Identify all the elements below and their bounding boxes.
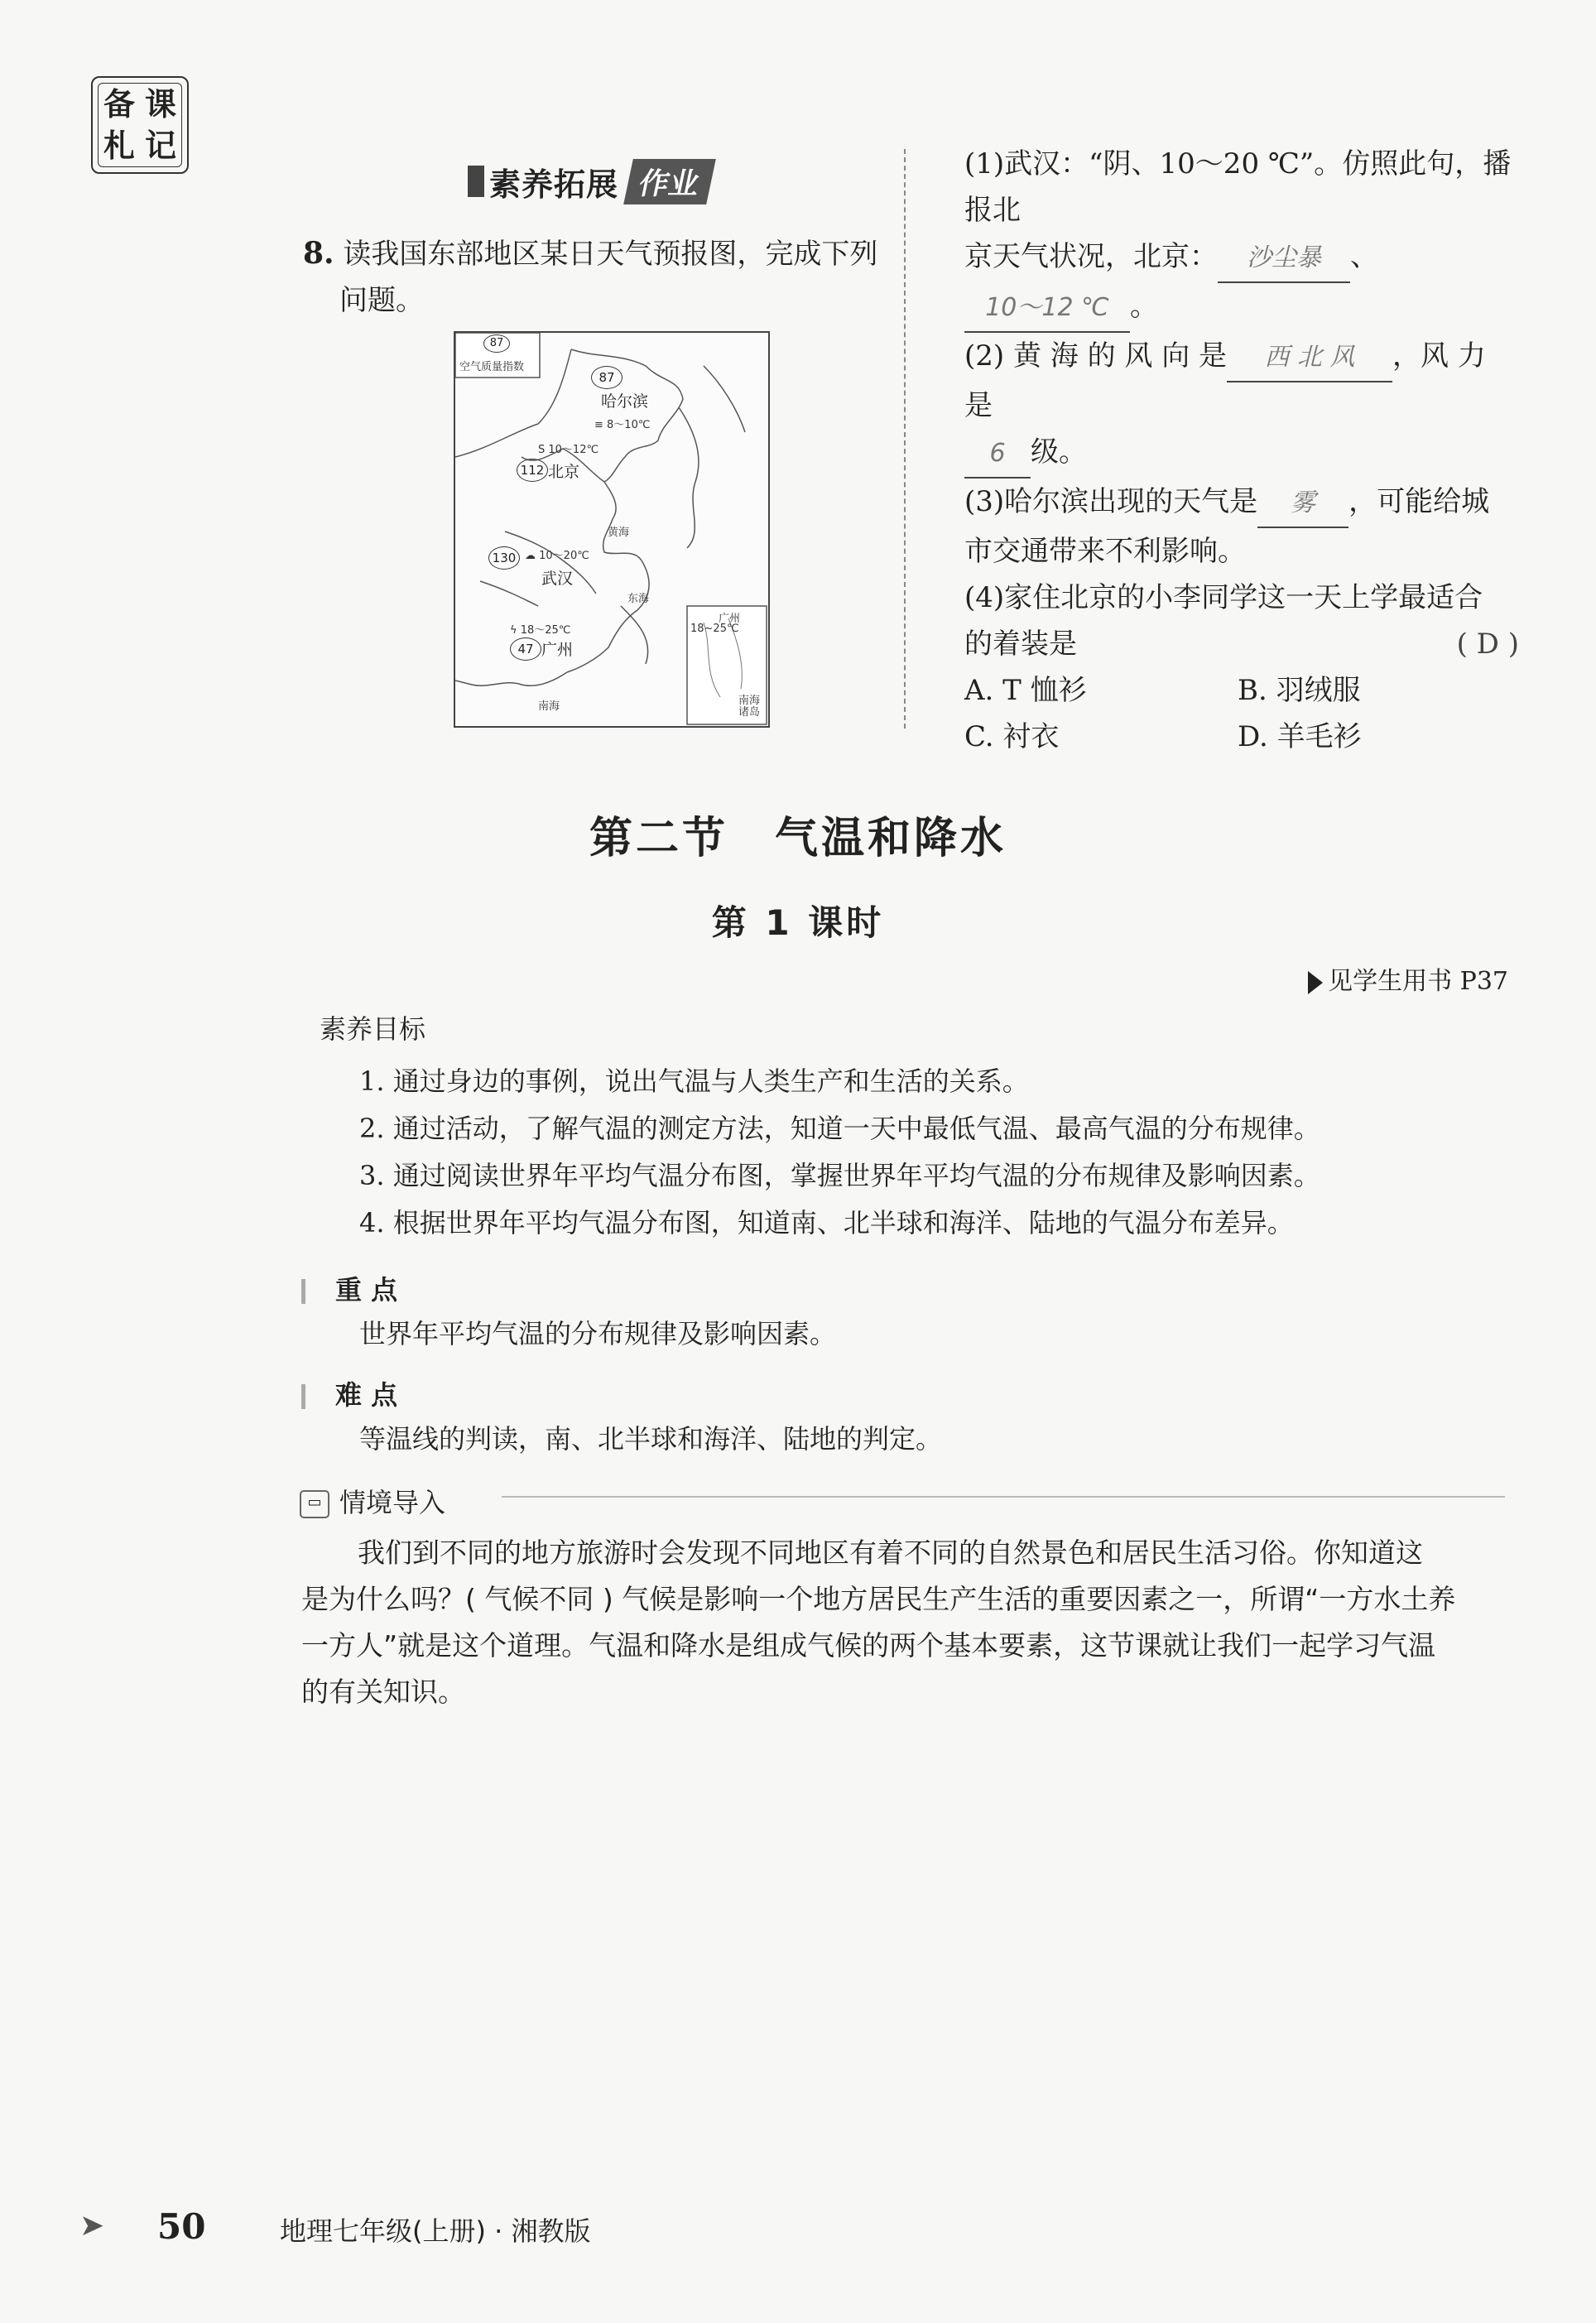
- heading-bar: [301, 1384, 305, 1409]
- options: [964, 667, 1519, 760]
- intro-line: 我们到不同的地方旅游时会发现不同地区有着不同的自然景色和居民生活习俗。你知道这: [358, 1537, 1423, 1569]
- footer-arrow-icon: ➤: [79, 2209, 105, 2243]
- stamp-char: 课: [144, 86, 176, 123]
- inset-label: 南海诸岛: [738, 695, 761, 719]
- inset-temp: 18~25℃: [690, 623, 739, 635]
- legend-text: 空气质量指数: [459, 361, 525, 373]
- book-title: 地理七年级(上册) · 湘教版: [280, 2215, 591, 2247]
- weather-map: [454, 331, 770, 728]
- sea-yellow: 黄海: [608, 527, 630, 539]
- answer-blank: 6: [964, 430, 1031, 479]
- legend-aqi-circle: 87: [483, 334, 510, 353]
- city-guangzhou: 广州: [541, 641, 574, 659]
- aqi-circle-harbin: 87: [591, 366, 623, 389]
- aqi-circle-beijing: 112: [517, 459, 548, 482]
- stamp-char: 记: [144, 127, 176, 164]
- goals-heading: 素养目标: [320, 1013, 426, 1045]
- q2-line2: 6 级。: [964, 429, 1519, 479]
- answer-choice: ( D ): [1456, 628, 1519, 661]
- page-number: 50: [157, 2206, 206, 2247]
- goals-list: [359, 1058, 1320, 1247]
- aqi-circle-guangzhou: 47: [510, 637, 541, 661]
- q3-line2: 市交通带来不利影响。: [964, 535, 1246, 568]
- question-text-2: 问题。: [339, 284, 424, 317]
- answer-blank: 沙尘暴: [1218, 235, 1350, 283]
- stamp-char: 备: [103, 86, 135, 123]
- intro-line: 是为什么吗？( 气候不同 ) 气候是影响一个地方居民生产生活的重要因素之一，所谓“一方水土养: [301, 1583, 1456, 1615]
- key-point-text: 世界年平均气温的分布规律及影响因素。: [359, 1318, 837, 1349]
- intro-heading: ▭ 情境导入: [300, 1482, 445, 1520]
- intro-paragraph: [301, 1530, 1510, 1715]
- temp-guangzhou: ϟ 18～25℃: [510, 624, 571, 637]
- answer-blank: 雾: [1257, 480, 1348, 528]
- option-c: C. 衬衣: [964, 720, 1060, 753]
- banner-tag: 作业: [623, 159, 716, 204]
- intro-line: 的有关知识。: [301, 1676, 465, 1708]
- answer-blank: 10～12 ℃: [964, 285, 1130, 333]
- temp-wuhan: ☁ 10～20℃: [525, 550, 589, 562]
- screen-icon: ▭: [300, 1490, 329, 1518]
- sea-south: 南海: [538, 700, 560, 713]
- key-point-heading: 重 点: [301, 1269, 397, 1307]
- book-reference: 见学生用书 P37: [1308, 960, 1508, 997]
- sea-east: 东海: [627, 593, 650, 605]
- play-icon: [1308, 971, 1323, 994]
- section-title: 第二节 气温和降水: [589, 814, 1007, 863]
- q1-line1: (1)武汉：“阴、10～20 ℃”。仿照此句，播报北: [964, 147, 1512, 227]
- q1-line2: 京天气状况，北京： 沙尘暴 、10～12 ℃ 。: [964, 233, 1519, 333]
- aqi-circle-wuhan: 130: [488, 546, 520, 570]
- option-d: D. 羊毛衫: [1238, 720, 1362, 753]
- city-wuhan: 武汉: [541, 570, 574, 588]
- option-a: A. T 恤衫: [964, 674, 1087, 707]
- heading-bar: [301, 1279, 305, 1304]
- goal-item: 4. 根据世界年平均气温分布图，知道南、北半球和海洋、陆地的气温分布差异。: [359, 1207, 1294, 1238]
- goal-item: 3. 通过阅读世界年平均气温分布图，掌握世界年平均气温的分布规律及影响因素。: [359, 1160, 1320, 1191]
- intro-line: 一方人”就是这个道理。气温和降水是组成气候的两个基本要素，这节课就让我们一起学习气温: [301, 1629, 1436, 1662]
- city-harbin: 哈尔滨: [601, 392, 649, 411]
- answer-blank: 西 北 风: [1227, 334, 1392, 382]
- q3-line1: (3)哈尔滨出现的天气是 雾 ，可能给城: [964, 479, 1519, 528]
- temp-harbin: ≡ 8～10℃: [594, 419, 651, 431]
- temp-beijing: S 10～12℃: [538, 444, 599, 456]
- q4-line2: 的着装是 ( D ): [964, 621, 1519, 667]
- notes-stamp: [91, 76, 189, 174]
- q4-line1: (4)家住北京的小李同学这一天上学最适合: [964, 581, 1483, 614]
- column-divider: [904, 149, 906, 729]
- answers-block: [964, 141, 1519, 760]
- intro-divider: [502, 1496, 1505, 1498]
- question-text: 读我国东部地区某日天气预报图，完成下列: [343, 238, 878, 271]
- q2-line1: (2) 黄 海 的 风 向 是 西 北 风 ，风 力 是: [964, 333, 1519, 429]
- city-beijing: 北京: [548, 463, 580, 481]
- difficulty-heading: 难 点: [301, 1374, 397, 1412]
- question-number: 8.: [303, 236, 334, 271]
- stamp-char: 札: [103, 127, 135, 164]
- inset-city: 广州: [719, 613, 741, 625]
- lesson-title: 第 1 课时: [711, 902, 885, 943]
- question-8: [303, 230, 899, 324]
- option-b: B. 羽绒服: [1238, 674, 1361, 707]
- section-banner: [468, 159, 711, 204]
- banner-label: 素养拓展: [489, 166, 619, 203]
- goal-item: 1. 通过身边的事例，说出气温与人类生产和生活的关系。: [359, 1065, 1029, 1097]
- goal-item: 2. 通过活动，了解气温的测定方法，知道一天中最低气温、最高气温的分布规律。: [359, 1113, 1320, 1144]
- difficulty-text: 等温线的判读，南、北半球和海洋、陆地的判定。: [359, 1423, 943, 1455]
